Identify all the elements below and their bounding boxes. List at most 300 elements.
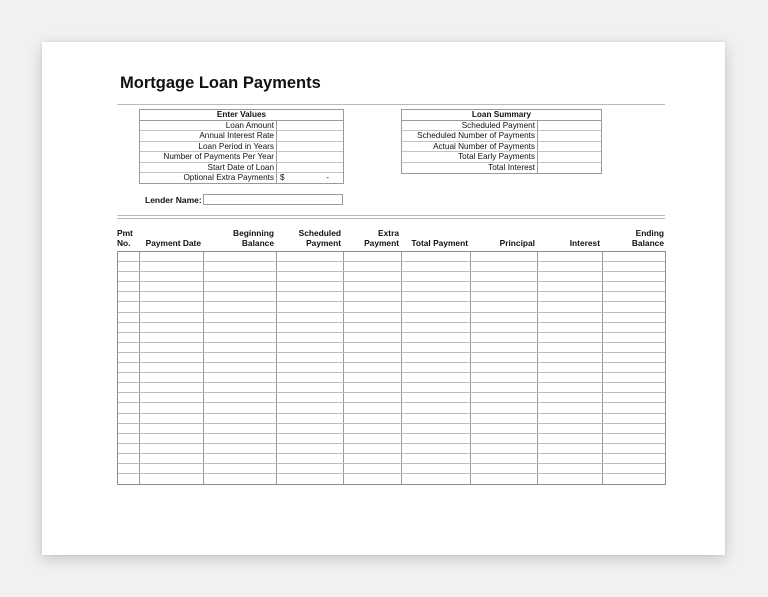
enter-values-row bbox=[140, 152, 343, 162]
table-cell[interactable] bbox=[118, 474, 140, 484]
table-cell[interactable] bbox=[204, 343, 277, 352]
table-cell[interactable] bbox=[603, 383, 665, 392]
table-cell[interactable] bbox=[344, 434, 402, 443]
column-header-line2: Interest bbox=[569, 238, 600, 248]
table-cell[interactable] bbox=[344, 292, 402, 301]
table-cell[interactable] bbox=[402, 302, 471, 311]
table-cell[interactable] bbox=[402, 363, 471, 372]
table-cell[interactable] bbox=[140, 474, 204, 484]
loan-summary-value bbox=[538, 163, 601, 173]
table-cell[interactable] bbox=[277, 313, 344, 322]
table-cell[interactable] bbox=[344, 333, 402, 342]
table-cell[interactable] bbox=[204, 272, 277, 281]
table-cell[interactable] bbox=[140, 424, 204, 433]
table-cell[interactable] bbox=[603, 464, 665, 473]
table-cell[interactable] bbox=[118, 282, 140, 291]
column-header-line2: Balance bbox=[631, 238, 664, 248]
table-cell[interactable] bbox=[344, 373, 402, 382]
table-cell[interactable] bbox=[118, 403, 140, 412]
enter-values-row bbox=[140, 163, 343, 173]
column-header-line2: Payment bbox=[364, 238, 399, 248]
table-cell[interactable] bbox=[603, 454, 665, 463]
table-cell[interactable] bbox=[402, 474, 471, 484]
loan-summary-row bbox=[402, 152, 601, 162]
table-cell[interactable] bbox=[204, 393, 277, 402]
document-page bbox=[42, 42, 725, 555]
table-cell[interactable] bbox=[471, 363, 538, 372]
column-header-line1: Scheduled bbox=[298, 228, 341, 238]
loan-summary-row bbox=[402, 163, 601, 173]
table-row bbox=[118, 434, 665, 444]
table-cell[interactable] bbox=[204, 313, 277, 322]
table-cell[interactable] bbox=[402, 454, 471, 463]
table-cell[interactable] bbox=[204, 403, 277, 412]
table-cell[interactable] bbox=[277, 252, 344, 261]
column-header bbox=[537, 228, 602, 248]
table-cell[interactable] bbox=[277, 464, 344, 473]
column-header-line1: Extra bbox=[378, 228, 399, 238]
table-row bbox=[118, 454, 665, 464]
table-cell[interactable] bbox=[538, 282, 603, 291]
table-cell[interactable] bbox=[344, 343, 402, 352]
table-row bbox=[118, 393, 665, 403]
table-cell[interactable] bbox=[402, 373, 471, 382]
table-cell[interactable] bbox=[204, 282, 277, 291]
table-cell[interactable] bbox=[603, 444, 665, 453]
enter-values-value: $ bbox=[280, 172, 285, 182]
table-cell[interactable] bbox=[118, 272, 140, 281]
table-cell[interactable] bbox=[204, 414, 277, 423]
table-cell[interactable] bbox=[118, 302, 140, 311]
table-cell[interactable] bbox=[277, 343, 344, 352]
table-cell[interactable] bbox=[402, 282, 471, 291]
table-cell[interactable] bbox=[344, 262, 402, 271]
table-cell[interactable] bbox=[603, 414, 665, 423]
table-cell[interactable] bbox=[277, 282, 344, 291]
table-cell[interactable] bbox=[204, 262, 277, 271]
table-cell[interactable] bbox=[344, 252, 402, 261]
table-cell[interactable] bbox=[344, 474, 402, 484]
lender-name-label: Lender Name: bbox=[145, 195, 202, 205]
table-cell[interactable] bbox=[140, 302, 204, 311]
table-cell[interactable] bbox=[277, 393, 344, 402]
table-cell[interactable] bbox=[344, 383, 402, 392]
table-cell[interactable] bbox=[344, 302, 402, 311]
table-cell[interactable] bbox=[538, 302, 603, 311]
table-cell[interactable] bbox=[277, 333, 344, 342]
table-cell[interactable] bbox=[140, 403, 204, 412]
table-cell[interactable] bbox=[277, 353, 344, 362]
column-header bbox=[139, 228, 203, 248]
enter-values-input[interactable] bbox=[277, 173, 343, 183]
table-cell[interactable] bbox=[118, 444, 140, 453]
table-cell[interactable] bbox=[140, 272, 204, 281]
column-header bbox=[401, 228, 470, 248]
table-cell[interactable] bbox=[471, 292, 538, 301]
table-cell[interactable] bbox=[118, 393, 140, 402]
table-cell[interactable] bbox=[204, 302, 277, 311]
table-cell[interactable] bbox=[603, 403, 665, 412]
table-cell[interactable] bbox=[204, 474, 277, 484]
column-header-line2: Principal bbox=[499, 238, 535, 248]
column-header-line2: Total Payment bbox=[411, 238, 468, 248]
table-row bbox=[118, 262, 665, 272]
enter-values-row bbox=[140, 121, 343, 131]
amortization-schedule bbox=[117, 227, 666, 485]
table-cell[interactable] bbox=[277, 383, 344, 392]
table-cell[interactable] bbox=[538, 444, 603, 453]
section-divider-2 bbox=[117, 218, 665, 219]
table-cell[interactable] bbox=[538, 403, 603, 412]
table-cell[interactable] bbox=[538, 363, 603, 372]
table-cell[interactable] bbox=[603, 292, 665, 301]
loan-summary-value bbox=[538, 142, 601, 151]
table-cell[interactable] bbox=[538, 252, 603, 261]
table-row bbox=[118, 323, 665, 333]
table-cell[interactable] bbox=[204, 363, 277, 372]
enter-values-row bbox=[140, 142, 343, 152]
lender-name-field[interactable] bbox=[203, 194, 343, 205]
enter-values-label: Loan Period in Years bbox=[140, 142, 277, 151]
table-cell[interactable] bbox=[277, 474, 344, 484]
table-cell[interactable] bbox=[471, 434, 538, 443]
table-cell[interactable] bbox=[204, 292, 277, 301]
column-header-line1: Pmt bbox=[117, 228, 133, 238]
table-row bbox=[118, 403, 665, 413]
table-row bbox=[118, 313, 665, 323]
table-cell[interactable] bbox=[344, 282, 402, 291]
table-cell[interactable] bbox=[603, 393, 665, 402]
column-header bbox=[117, 228, 139, 248]
table-cell[interactable] bbox=[344, 353, 402, 362]
enter-values-input[interactable] bbox=[277, 131, 343, 140]
table-cell[interactable] bbox=[471, 333, 538, 342]
table-cell[interactable] bbox=[118, 333, 140, 342]
schedule-body bbox=[117, 251, 666, 485]
table-row bbox=[118, 383, 665, 393]
column-header-line1 bbox=[401, 228, 468, 238]
table-row bbox=[118, 302, 665, 312]
table-cell[interactable] bbox=[402, 323, 471, 332]
table-cell[interactable] bbox=[140, 282, 204, 291]
table-cell[interactable] bbox=[277, 373, 344, 382]
table-cell[interactable] bbox=[204, 373, 277, 382]
table-row bbox=[118, 343, 665, 353]
table-cell[interactable] bbox=[471, 252, 538, 261]
table-cell[interactable] bbox=[471, 353, 538, 362]
table-cell[interactable] bbox=[204, 444, 277, 453]
table-cell[interactable] bbox=[140, 353, 204, 362]
enter-values-label: Start Date of Loan bbox=[140, 163, 277, 172]
table-cell[interactable] bbox=[344, 444, 402, 453]
enter-values-input[interactable] bbox=[277, 142, 343, 151]
table-cell[interactable] bbox=[538, 313, 603, 322]
table-cell[interactable] bbox=[277, 272, 344, 281]
table-cell[interactable] bbox=[471, 444, 538, 453]
table-cell[interactable] bbox=[402, 414, 471, 423]
table-cell[interactable] bbox=[140, 444, 204, 453]
table-cell[interactable] bbox=[471, 414, 538, 423]
table-cell[interactable] bbox=[277, 292, 344, 301]
table-cell[interactable] bbox=[471, 464, 538, 473]
table-cell[interactable] bbox=[277, 363, 344, 372]
table-cell[interactable] bbox=[538, 464, 603, 473]
column-header-line1: Ending bbox=[635, 228, 664, 238]
table-cell[interactable] bbox=[402, 262, 471, 271]
table-cell[interactable] bbox=[471, 272, 538, 281]
table-cell[interactable] bbox=[538, 434, 603, 443]
table-cell[interactable] bbox=[277, 424, 344, 433]
table-cell[interactable] bbox=[538, 414, 603, 423]
table-cell[interactable] bbox=[603, 302, 665, 311]
table-cell[interactable] bbox=[402, 272, 471, 281]
table-cell[interactable] bbox=[140, 373, 204, 382]
table-cell[interactable] bbox=[471, 302, 538, 311]
loan-summary-row bbox=[402, 142, 601, 152]
table-cell[interactable] bbox=[538, 424, 603, 433]
table-cell[interactable] bbox=[344, 323, 402, 332]
table-cell[interactable] bbox=[118, 353, 140, 362]
table-cell[interactable] bbox=[140, 313, 204, 322]
table-cell[interactable] bbox=[603, 434, 665, 443]
page-title: Mortgage Loan Payments bbox=[120, 74, 321, 92]
table-cell[interactable] bbox=[471, 343, 538, 352]
enter-values-row bbox=[140, 173, 343, 183]
enter-values-label: Optional Extra Payments bbox=[140, 173, 277, 183]
table-cell[interactable] bbox=[277, 262, 344, 271]
table-cell[interactable] bbox=[277, 323, 344, 332]
table-cell[interactable] bbox=[204, 434, 277, 443]
table-cell[interactable] bbox=[118, 262, 140, 271]
table-row bbox=[118, 272, 665, 282]
table-cell[interactable] bbox=[538, 393, 603, 402]
table-cell[interactable] bbox=[538, 353, 603, 362]
table-cell[interactable] bbox=[402, 403, 471, 412]
table-cell[interactable] bbox=[603, 252, 665, 261]
table-cell[interactable] bbox=[471, 454, 538, 463]
table-cell[interactable] bbox=[471, 403, 538, 412]
column-header-line1: Beginning bbox=[233, 228, 274, 238]
table-cell[interactable] bbox=[538, 323, 603, 332]
table-row bbox=[118, 444, 665, 454]
table-cell[interactable] bbox=[344, 363, 402, 372]
table-row bbox=[118, 424, 665, 434]
table-cell[interactable] bbox=[603, 424, 665, 433]
table-cell[interactable] bbox=[402, 353, 471, 362]
table-row bbox=[118, 474, 665, 484]
column-header-line2: No. bbox=[117, 238, 131, 248]
table-cell[interactable] bbox=[140, 393, 204, 402]
table-cell[interactable] bbox=[140, 333, 204, 342]
table-cell[interactable] bbox=[344, 393, 402, 402]
table-cell[interactable] bbox=[402, 343, 471, 352]
table-cell[interactable] bbox=[277, 444, 344, 453]
loan-summary-label: Scheduled Payment bbox=[402, 121, 538, 130]
table-cell[interactable] bbox=[204, 333, 277, 342]
table-cell[interactable] bbox=[538, 262, 603, 271]
table-row bbox=[118, 464, 665, 474]
table-cell[interactable] bbox=[538, 474, 603, 484]
table-cell[interactable] bbox=[603, 474, 665, 484]
table-cell[interactable] bbox=[402, 424, 471, 433]
table-cell[interactable] bbox=[538, 333, 603, 342]
table-cell[interactable] bbox=[277, 302, 344, 311]
table-cell[interactable] bbox=[140, 454, 204, 463]
table-cell[interactable] bbox=[118, 343, 140, 352]
table-cell[interactable] bbox=[603, 343, 665, 352]
table-cell[interactable] bbox=[140, 262, 204, 271]
table-cell[interactable] bbox=[118, 323, 140, 332]
table-cell[interactable] bbox=[118, 373, 140, 382]
table-cell[interactable] bbox=[538, 373, 603, 382]
column-header bbox=[470, 228, 537, 248]
table-cell[interactable] bbox=[402, 383, 471, 392]
table-cell[interactable] bbox=[204, 454, 277, 463]
loan-summary-panel bbox=[401, 109, 602, 174]
title-divider bbox=[117, 104, 665, 105]
table-cell[interactable] bbox=[204, 323, 277, 332]
table-row bbox=[118, 252, 665, 262]
column-header bbox=[276, 228, 343, 248]
column-header bbox=[343, 228, 401, 248]
table-cell[interactable] bbox=[140, 363, 204, 372]
table-cell[interactable] bbox=[402, 444, 471, 453]
table-cell[interactable] bbox=[118, 454, 140, 463]
column-header-line1 bbox=[470, 228, 535, 238]
table-cell[interactable] bbox=[471, 313, 538, 322]
loan-summary-label: Actual Number of Payments bbox=[402, 142, 538, 151]
table-cell[interactable] bbox=[344, 464, 402, 473]
table-cell[interactable] bbox=[118, 434, 140, 443]
loan-summary-label: Total Interest bbox=[402, 163, 538, 173]
table-cell[interactable] bbox=[140, 464, 204, 473]
table-cell[interactable] bbox=[402, 434, 471, 443]
loan-summary-value bbox=[538, 131, 601, 140]
table-cell[interactable] bbox=[140, 323, 204, 332]
table-cell[interactable] bbox=[538, 272, 603, 281]
enter-values-label: Number of Payments Per Year bbox=[140, 152, 277, 161]
column-header bbox=[602, 228, 666, 248]
table-row bbox=[118, 333, 665, 343]
table-cell[interactable] bbox=[538, 454, 603, 463]
table-cell[interactable] bbox=[344, 414, 402, 423]
table-cell[interactable] bbox=[140, 383, 204, 392]
table-cell[interactable] bbox=[204, 464, 277, 473]
table-row bbox=[118, 282, 665, 292]
table-cell[interactable] bbox=[204, 252, 277, 261]
table-cell[interactable] bbox=[603, 313, 665, 322]
loan-summary-label: Scheduled Number of Payments bbox=[402, 131, 538, 140]
table-cell[interactable] bbox=[603, 262, 665, 271]
section-divider-1 bbox=[117, 215, 665, 216]
enter-values-value-right: - bbox=[326, 172, 329, 182]
table-cell[interactable] bbox=[603, 272, 665, 281]
table-row bbox=[118, 373, 665, 383]
table-cell[interactable] bbox=[344, 313, 402, 322]
table-cell[interactable] bbox=[204, 353, 277, 362]
table-cell[interactable] bbox=[140, 292, 204, 301]
table-cell[interactable] bbox=[140, 343, 204, 352]
table-cell[interactable] bbox=[471, 262, 538, 271]
table-cell[interactable] bbox=[471, 393, 538, 402]
column-header-line2: Balance bbox=[241, 238, 274, 248]
table-cell[interactable] bbox=[471, 383, 538, 392]
table-cell[interactable] bbox=[603, 282, 665, 291]
enter-values-row bbox=[140, 131, 343, 141]
enter-values-input[interactable] bbox=[277, 121, 343, 130]
enter-values-label: Loan Amount bbox=[140, 121, 277, 130]
table-cell[interactable] bbox=[603, 373, 665, 382]
table-cell[interactable] bbox=[118, 313, 140, 322]
table-cell[interactable] bbox=[140, 414, 204, 423]
table-cell[interactable] bbox=[118, 414, 140, 423]
table-cell[interactable] bbox=[118, 252, 140, 261]
table-cell[interactable] bbox=[402, 313, 471, 322]
table-cell[interactable] bbox=[344, 454, 402, 463]
table-cell[interactable] bbox=[471, 474, 538, 484]
table-cell[interactable] bbox=[471, 373, 538, 382]
table-cell[interactable] bbox=[603, 363, 665, 372]
table-cell[interactable] bbox=[204, 383, 277, 392]
table-cell[interactable] bbox=[603, 353, 665, 362]
table-cell[interactable] bbox=[344, 403, 402, 412]
enter-values-input[interactable] bbox=[277, 152, 343, 161]
column-header-line1 bbox=[537, 228, 600, 238]
column-header bbox=[203, 228, 276, 248]
loan-summary-value bbox=[538, 121, 601, 130]
table-cell[interactable] bbox=[118, 363, 140, 372]
table-cell[interactable] bbox=[471, 424, 538, 433]
table-cell[interactable] bbox=[538, 383, 603, 392]
table-row bbox=[118, 353, 665, 363]
table-cell[interactable] bbox=[118, 383, 140, 392]
table-cell[interactable] bbox=[402, 393, 471, 402]
column-header-line1 bbox=[139, 228, 201, 238]
table-cell[interactable] bbox=[277, 414, 344, 423]
table-cell[interactable] bbox=[277, 454, 344, 463]
table-cell[interactable] bbox=[140, 252, 204, 261]
table-row bbox=[118, 363, 665, 373]
enter-values-input[interactable] bbox=[277, 163, 343, 172]
table-cell[interactable] bbox=[402, 333, 471, 342]
table-cell[interactable] bbox=[344, 272, 402, 281]
table-cell[interactable] bbox=[118, 424, 140, 433]
table-cell[interactable] bbox=[603, 333, 665, 342]
enter-values-header: Enter Values bbox=[140, 110, 343, 121]
table-cell[interactable] bbox=[538, 292, 603, 301]
loan-summary-row bbox=[402, 131, 601, 141]
table-cell[interactable] bbox=[118, 292, 140, 301]
loan-summary-label: Total Early Payments bbox=[402, 152, 538, 161]
loan-summary-value bbox=[538, 152, 601, 161]
table-cell[interactable] bbox=[344, 424, 402, 433]
table-cell[interactable] bbox=[402, 292, 471, 301]
schedule-header-row bbox=[117, 227, 666, 251]
table-cell[interactable] bbox=[471, 323, 538, 332]
column-header-line2: Payment Date bbox=[145, 238, 201, 248]
table-cell[interactable] bbox=[603, 323, 665, 332]
table-cell[interactable] bbox=[118, 464, 140, 473]
table-cell[interactable] bbox=[402, 464, 471, 473]
table-cell[interactable] bbox=[471, 282, 538, 291]
table-row bbox=[118, 292, 665, 302]
table-cell[interactable] bbox=[140, 434, 204, 443]
table-cell[interactable] bbox=[204, 424, 277, 433]
table-cell[interactable] bbox=[277, 434, 344, 443]
table-cell[interactable] bbox=[277, 403, 344, 412]
table-cell[interactable] bbox=[538, 343, 603, 352]
table-cell[interactable] bbox=[402, 252, 471, 261]
